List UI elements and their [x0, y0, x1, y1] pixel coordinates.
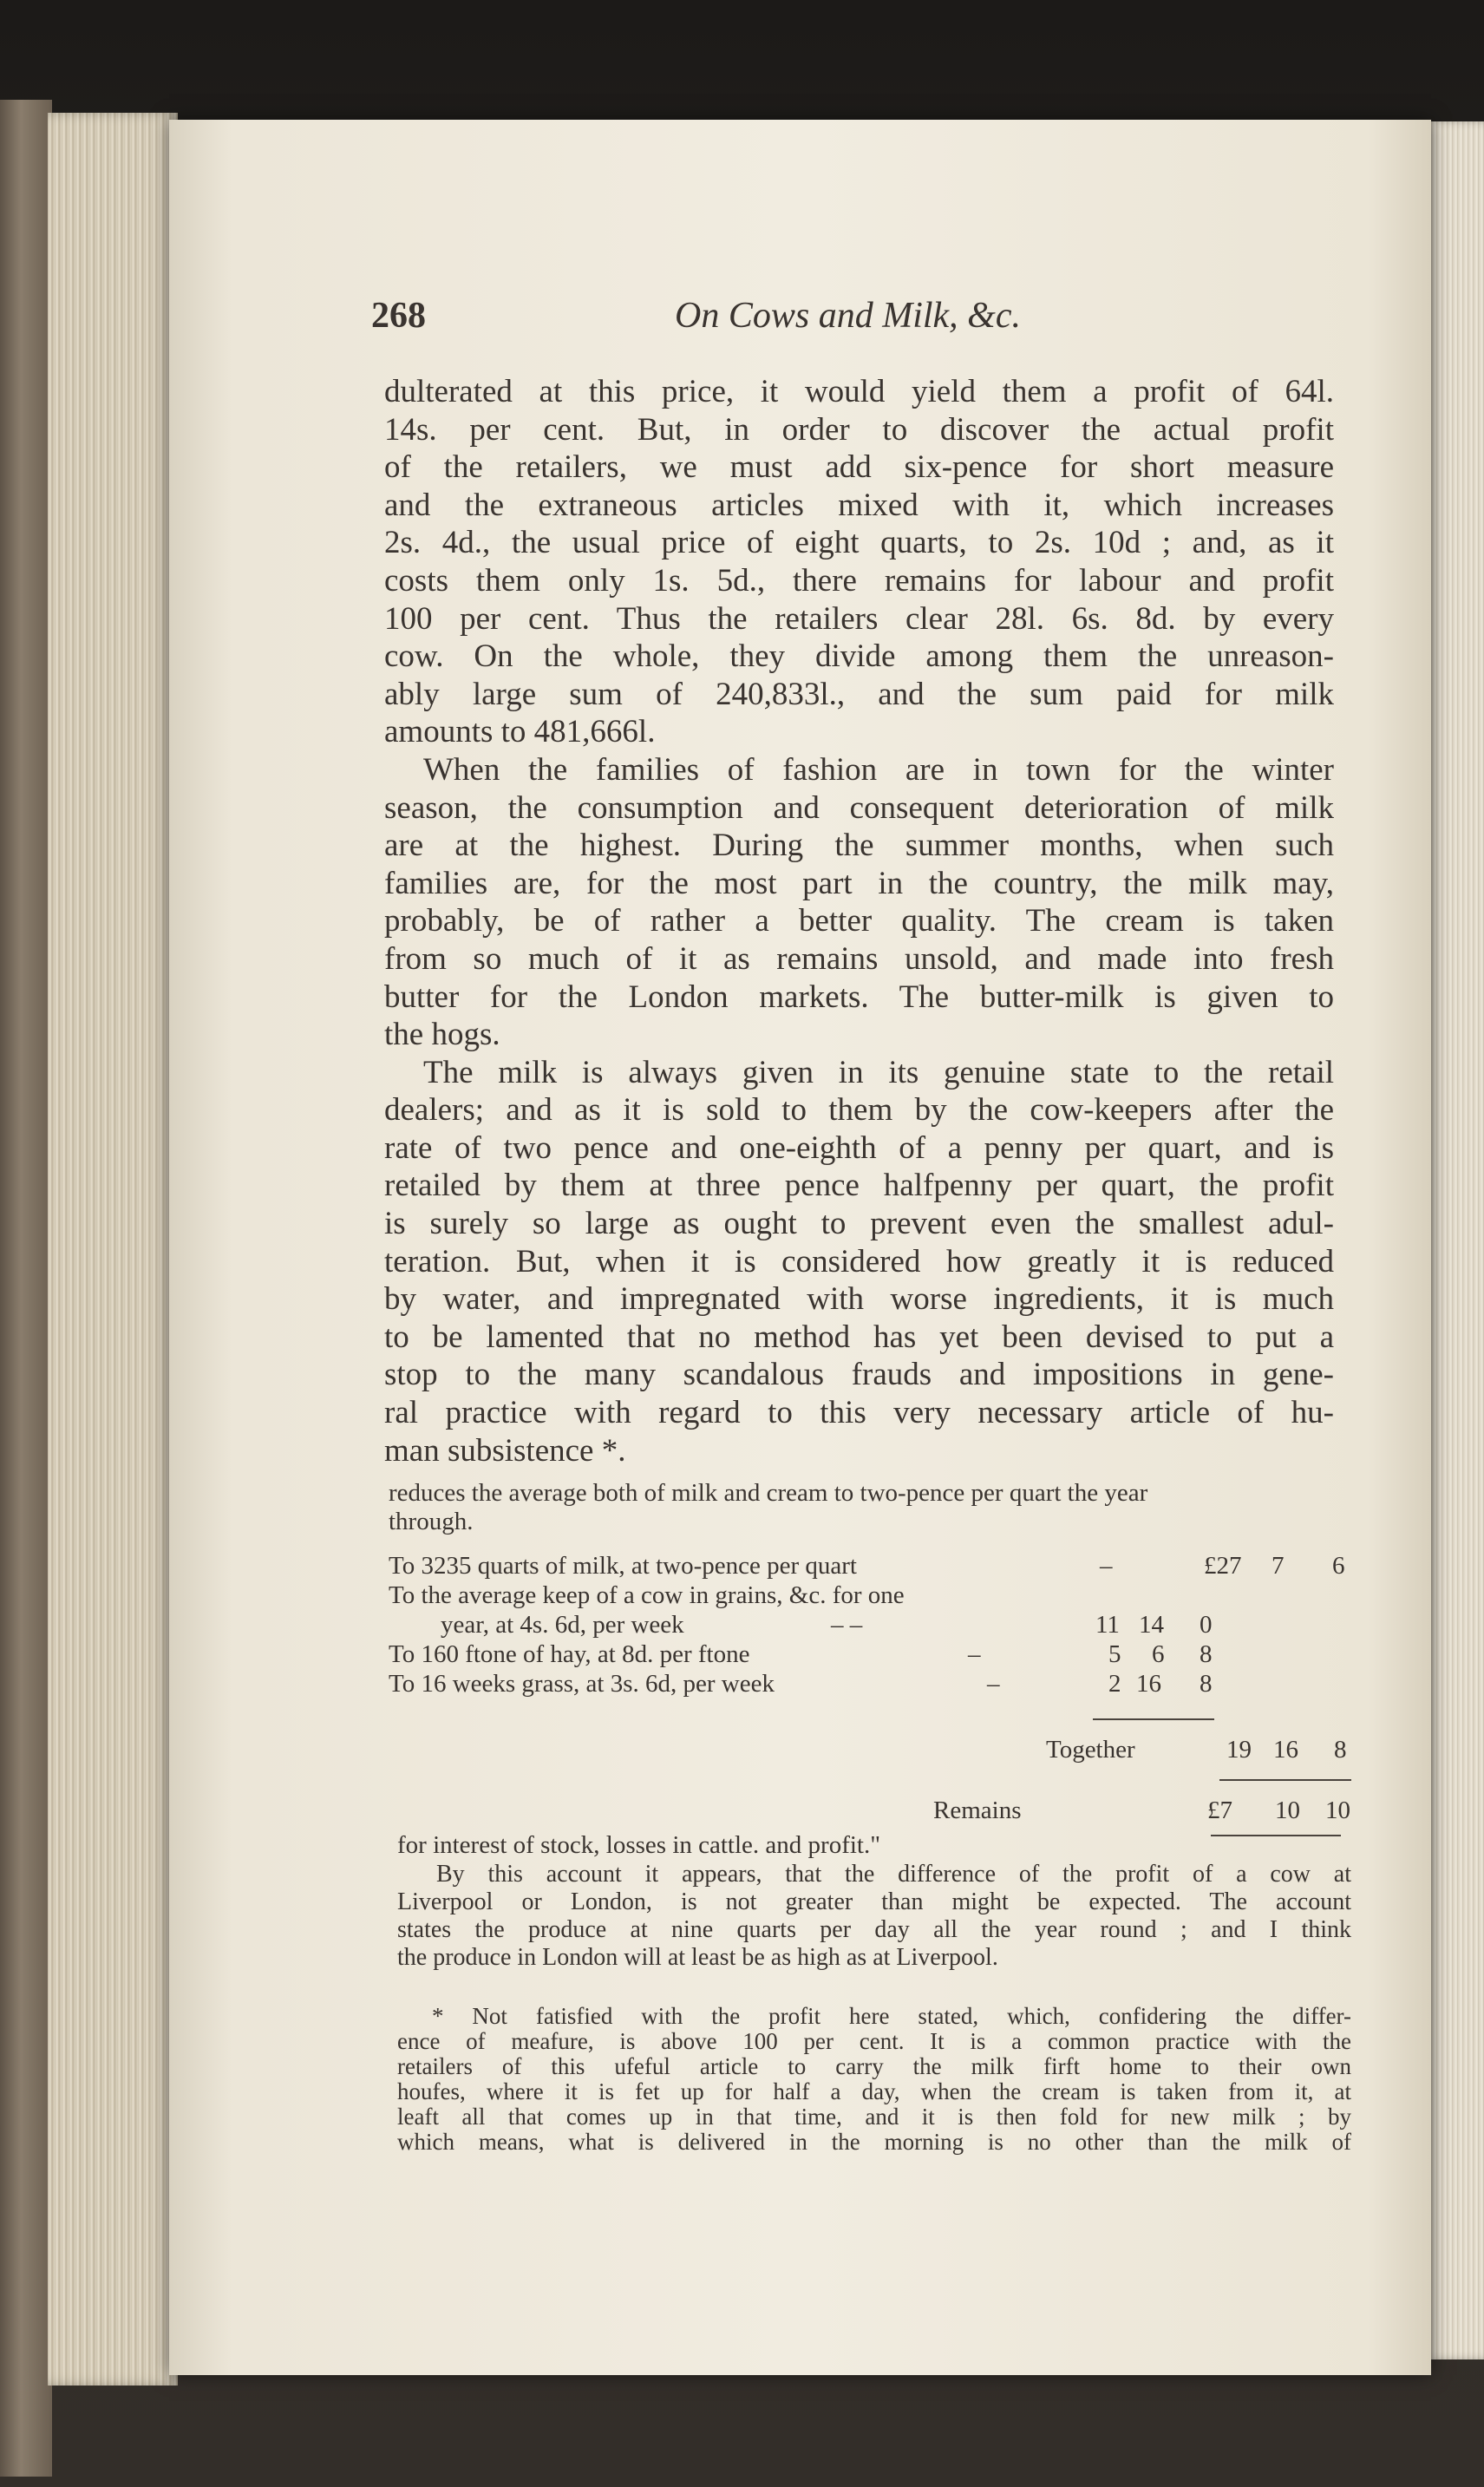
account-pence: 8	[1200, 1670, 1213, 1698]
account-label: Remains	[933, 1797, 1022, 1824]
account-pence: 8	[1200, 1640, 1213, 1668]
text-line: are at the highest. During the summer months, when such	[384, 828, 1334, 864]
account-item: To 16 weeks grass, at 3s. 6d, per week	[389, 1670, 775, 1698]
footnote-intro: through.	[389, 1508, 474, 1535]
account-shillings: 7	[1272, 1552, 1285, 1580]
account-shillings: 10	[1275, 1797, 1300, 1824]
text-line: cow. On the whole, they divide among them the unreason-	[384, 638, 1334, 675]
text-line: Liverpool or London, is not greater than might be expected. The account	[397, 1888, 1351, 1915]
text-line: By this account it appears, that the difference of the profit of a cow at	[436, 1861, 1351, 1888]
account-item: year, at 4s. 6d, per week	[441, 1611, 684, 1639]
text-line: to be lamented that no method has yet been devised to put a	[384, 1319, 1334, 1355]
text-line: 14s. per cent. But, in order to discover the actual profit	[384, 411, 1334, 448]
account-dash: – –	[831, 1611, 863, 1639]
account-label: Together	[1046, 1736, 1135, 1764]
text-line: 100 per cent. Thus the retailers clear 28l. 6s. 8d. by every	[384, 600, 1334, 637]
body-text	[384, 373, 1334, 1469]
footnote-intro: reduces the average both of milk and cream to two-pence per quart the year	[389, 1479, 1148, 1507]
account-dash: –	[987, 1670, 1000, 1698]
text-line: which means, what is delivered in the morning is no other than the milk of	[397, 2129, 1351, 2155]
text-line: rate of two pence and one-eighth of a penny per quart, and is	[384, 1129, 1334, 1166]
quote-close-text: for interest of stock, losses in cattle. and profit."	[397, 1831, 881, 1859]
account-pounds: 5	[1108, 1640, 1121, 1668]
account-row	[389, 1552, 1351, 1583]
account-shillings: 16	[1136, 1670, 1161, 1698]
text-line: teration. But, when it is considered how greatly it is reduced	[384, 1243, 1334, 1279]
account-row	[389, 1581, 1351, 1613]
account-item: To the average keep of a cow in grains, &c. for one	[389, 1581, 905, 1609]
footnote-paragraph	[397, 1861, 1351, 1972]
account-pence: 10	[1325, 1797, 1350, 1824]
account-pounds: £7	[1207, 1797, 1232, 1824]
account-dash: –	[1100, 1552, 1113, 1580]
text-line: stop to the many scandalous frauds and impositions in gene-	[384, 1357, 1334, 1393]
account-dash: –	[968, 1640, 981, 1668]
text-line: man subsistence *.	[384, 1432, 626, 1469]
account-item: To 3235 quarts of milk, at two-pence per quart	[389, 1552, 857, 1580]
text-line: leaft all that comes up in that time, and it is then fold for new milk ; by	[397, 2104, 1351, 2130]
text-line: ral practice with regard to this very necessary article of hu-	[384, 1395, 1334, 1431]
account-pounds: £27	[1204, 1552, 1242, 1580]
account-row	[389, 1670, 1351, 1701]
text-line: houfes, where it is fet up for half a day, when the cream is taken from it, at	[397, 2078, 1351, 2104]
text-line: retailers of this ufeful article to carry the milk firft home to their own	[397, 2053, 1351, 2079]
running-header	[371, 295, 1065, 347]
text-line: butter for the London markets. The butter-milk is given to	[384, 978, 1334, 1015]
text-line: * Not fatisfied with the profit here stated, which, confidering the differ-	[432, 2003, 1351, 2029]
account-row	[389, 1640, 1351, 1672]
account-pence: 8	[1334, 1736, 1347, 1764]
text-line: ably large sum of 240,833l., and the sum paid for milk	[384, 676, 1334, 712]
text-line: retailed by them at three pence halfpenny per quart, the profit	[384, 1168, 1334, 1204]
sum-rule	[1219, 1779, 1351, 1781]
account-shillings: 6	[1152, 1640, 1165, 1668]
text-line: dealers; and as it is sold to them by the cow-keepers after the	[384, 1092, 1334, 1129]
account-shillings: 14	[1139, 1611, 1164, 1639]
text-line: of the retailers, we must add six-pence for short measure	[384, 449, 1334, 486]
text-line: costs them only 1s. 5d., there remains for labour and profit	[384, 562, 1334, 599]
text-line: season, the consumption and consequent deterioration of milk	[384, 789, 1334, 826]
account-pounds: 19	[1226, 1736, 1252, 1764]
text-line: states the produce at nine quarts per day all the year round ; and I think	[397, 1916, 1351, 1943]
footnote-star	[397, 2004, 1351, 2155]
text-line: probably, be of rather a better quality. The cream is taken	[384, 903, 1334, 939]
text-line: ence of meafure, is above 100 per cent. It is a common practice with the	[397, 2028, 1351, 2054]
account-pence: 6	[1332, 1552, 1345, 1580]
account-item: To 160 ftone of hay, at 8d. per ftone	[389, 1640, 750, 1668]
running-title: On Cows and Milk, &c.	[675, 296, 1021, 336]
account-pounds: 2	[1108, 1670, 1121, 1698]
text-line: by water, and impregnated with worse ingredients, it is much	[384, 1281, 1334, 1318]
text-line: When the families of fashion are in town for the winter	[423, 751, 1334, 788]
text-line: dulterated at this price, it would yield them a profit of 64l.	[384, 374, 1334, 409]
book-cover-edge	[0, 100, 52, 2477]
text-line: the produce in London will at least be as high as at Liverpool.	[397, 1944, 998, 1971]
account-row	[389, 1611, 1351, 1642]
text-line: families are, for the most part in the country, the milk may,	[384, 865, 1334, 901]
account-total-row	[389, 1736, 1351, 1767]
text-line: amounts to 481,666l.	[384, 714, 656, 750]
page-stack-left	[48, 113, 178, 2386]
page-stack-right	[1427, 121, 1484, 2359]
text-line: The milk is always given in its genuine state to the retail	[423, 1054, 1334, 1090]
text-line: and the extraneous articles mixed with it, which increases	[384, 487, 1334, 523]
text-line: from so much of it as remains unsold, and made into fresh	[384, 940, 1334, 977]
text-line: the hogs.	[384, 1017, 500, 1053]
quote-close	[389, 1831, 1351, 1862]
account-pounds: 11	[1095, 1611, 1120, 1639]
sum-rule	[1093, 1718, 1214, 1720]
page-number: 268	[371, 296, 426, 336]
text-line: is surely so large as ought to prevent even the smallest adul-	[384, 1206, 1334, 1242]
account-shillings: 16	[1273, 1736, 1298, 1764]
account-pence: 0	[1200, 1611, 1213, 1639]
footnote-quote	[389, 1479, 1351, 1971]
account-remains-row	[389, 1797, 1351, 1828]
text-line: 2s. 4d., the usual price of eight quarts, to 2s. 10d ; and, as it	[384, 525, 1334, 561]
